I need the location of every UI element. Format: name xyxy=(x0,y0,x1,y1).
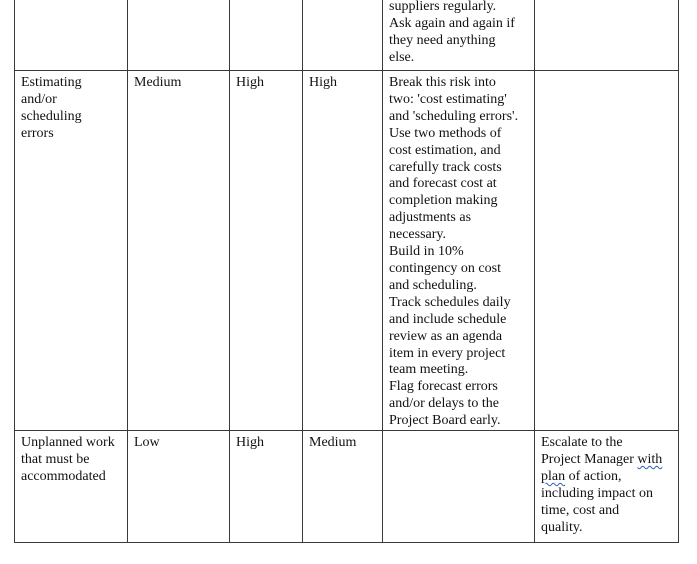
mitigation-line: and/or delays to the xyxy=(389,396,500,412)
risk-line: Unplanned work xyxy=(21,435,115,451)
probability-value: Low xyxy=(134,435,160,451)
contingency-line: including impact on xyxy=(541,485,653,501)
mitigation-line: completion making xyxy=(389,193,498,209)
mitigation-line: and scheduling. xyxy=(389,277,477,293)
mitigation-line: and include schedule xyxy=(389,311,507,327)
contingency-line xyxy=(541,469,672,486)
mitigation-line: two: 'cost estimating' xyxy=(389,91,507,107)
mitigation-cell xyxy=(383,71,535,431)
impact-value: High xyxy=(236,435,264,451)
risk-cell xyxy=(15,0,128,71)
contingency-cell xyxy=(535,0,679,71)
mitigation-line: cost estimation, and xyxy=(389,142,501,158)
table-row xyxy=(15,0,679,71)
mitigation-line: they need anything xyxy=(389,32,496,48)
contingency-text: Project Manager xyxy=(541,451,638,467)
probability-value: Medium xyxy=(134,75,182,90)
mitigation-line: else. xyxy=(389,49,415,65)
impact-cell xyxy=(230,431,303,543)
mitigation-line: adjustments as xyxy=(389,210,472,226)
mitigation-line: necessary. xyxy=(389,227,447,243)
mitigation-line: contingency on cost xyxy=(389,260,501,276)
mitigation-line: Flag forecast errors xyxy=(389,379,498,395)
rating-value: High xyxy=(309,75,337,90)
mitigation-line: carefully track costs xyxy=(389,159,502,175)
rating-cell xyxy=(303,71,383,431)
risk-line: Estimating xyxy=(21,75,82,90)
contingency-line: Escalate to the xyxy=(541,435,623,451)
contingency-line xyxy=(541,452,672,469)
mitigation-line: Track schedules daily xyxy=(389,294,511,310)
mitigation-line: Project Board early. xyxy=(389,413,501,429)
probability-cell xyxy=(128,71,230,431)
grammar-flagged-text: plan xyxy=(541,468,566,484)
mitigation-cell xyxy=(383,0,535,71)
contingency-cell xyxy=(535,431,679,543)
grammar-flagged-text: with xyxy=(637,451,663,467)
contingency-line: time, cost and xyxy=(541,502,620,518)
rating-value: Medium xyxy=(309,435,357,451)
contingency-cell xyxy=(535,71,679,431)
rating-cell xyxy=(303,0,383,71)
risk-line: that must be xyxy=(21,451,90,467)
risk-cell xyxy=(15,71,128,431)
impact-cell xyxy=(230,0,303,71)
risk-line: accommodated xyxy=(21,468,106,484)
impact-cell xyxy=(230,71,303,431)
mitigation-line: Break this risk into xyxy=(389,75,496,90)
mitigation-line: and forecast cost at xyxy=(389,176,497,192)
risk-register-table xyxy=(14,0,679,543)
mitigation-line: Use two methods of xyxy=(389,125,502,141)
mitigation-line: item in every project xyxy=(389,345,506,361)
probability-cell xyxy=(128,431,230,543)
mitigation-line: review as an agenda xyxy=(389,328,503,344)
table-row xyxy=(15,431,679,543)
contingency-text: of action, xyxy=(565,468,622,484)
mitigation-line: suppliers regularly. xyxy=(389,0,497,14)
contingency-line: quality. xyxy=(541,519,583,535)
mitigation-cell xyxy=(383,431,535,543)
mitigation-line: and 'scheduling errors'. xyxy=(389,108,519,124)
probability-cell xyxy=(128,0,230,71)
mitigation-line: Build in 10% xyxy=(389,244,464,260)
risk-line: scheduling xyxy=(21,108,82,124)
risk-line: and/or xyxy=(21,91,57,107)
risk-cell xyxy=(15,431,128,543)
mitigation-line: team meeting. xyxy=(389,362,469,378)
mitigation-line: Ask again and again if xyxy=(389,15,515,31)
table-row xyxy=(15,71,679,431)
rating-cell xyxy=(303,431,383,543)
impact-value: High xyxy=(236,75,264,90)
risk-line: errors xyxy=(21,125,54,141)
